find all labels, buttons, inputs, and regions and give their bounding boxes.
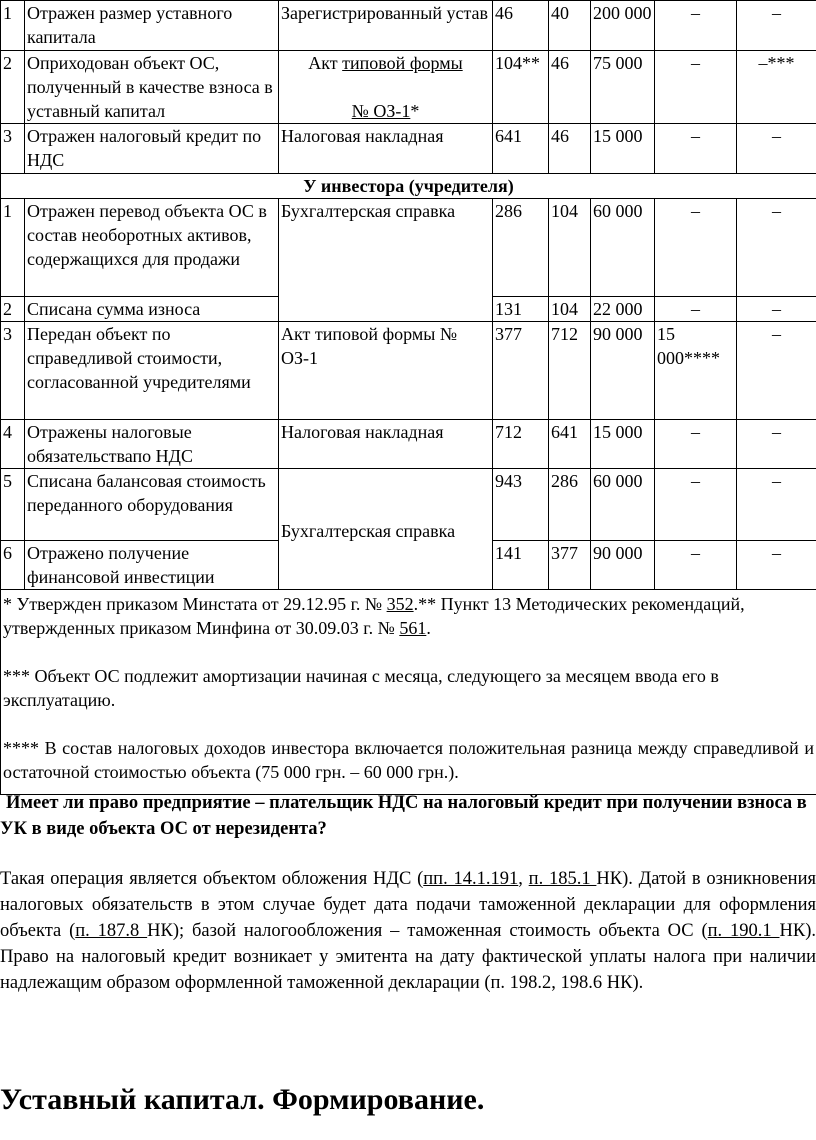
answer-text-2: , <box>518 869 529 889</box>
doc-prefix: Акт <box>308 53 343 73</box>
operation-cell: Оприходован объект ОС, полученный в качестве взноса в уставный капитал <box>25 51 279 124</box>
section-heading: Уставный капитал. Формирование. <box>0 1083 485 1116</box>
amount-cell: 22 000 <box>591 297 655 322</box>
col7-cell: – <box>655 469 737 541</box>
section-investor-title: У инвестора (учредителя) <box>1 174 816 199</box>
debit-cell: 712 <box>493 420 549 469</box>
credit-cell: 40 <box>549 1 591 51</box>
law-link-190-1[interactable]: п. 190.1 <box>707 921 780 941</box>
law-link-185-1[interactable]: п. 185.1 <box>528 869 597 889</box>
debit-cell: 377 <box>493 322 549 420</box>
col7-cell: 15 000**** <box>655 322 737 420</box>
debit-cell: 46 <box>493 1 549 51</box>
operation-cell: Отражено получение финансовой инвестиции <box>25 541 279 590</box>
table-row <box>1 469 816 541</box>
footnotes <box>1 590 816 795</box>
col8-cell: – <box>737 297 816 322</box>
credit-cell: 641 <box>549 420 591 469</box>
table-row <box>1 124 816 174</box>
footnote-1-text: * Утвержден приказом Минстата от 29.12.95 г. № <box>3 594 387 614</box>
col8-cell: – <box>737 541 816 590</box>
amount-cell: 15 000 <box>591 420 655 469</box>
operation-cell: Отражен размер уставного капитала <box>25 1 279 51</box>
footnote-4: **** В состав налоговых доходов инвестора включается положительная разница между справедливой и остаточной стоимостью объекта (75 000 грн. – 60 000 грн.). <box>3 738 814 782</box>
table-row <box>1 1 816 51</box>
row-number: 1 <box>1 199 25 297</box>
amount-cell: 75 000 <box>591 51 655 124</box>
amount-cell: 90 000 <box>591 541 655 590</box>
document-cell: Акт типовой формы № ОЗ-1 <box>279 322 493 420</box>
amount-cell: 90 000 <box>591 322 655 420</box>
row-number: 2 <box>1 297 25 322</box>
col7-cell: – <box>655 199 737 297</box>
credit-cell: 46 <box>549 124 591 174</box>
operation-cell: Отражен перевод объекта ОС в состав необоротных активов, содержащихся для продажи <box>25 199 279 297</box>
col7-cell: – <box>655 1 737 51</box>
credit-cell: 286 <box>549 469 591 541</box>
answer-text-4: НК); базой налогообложения – таможенная стоимость объекта ОС ( <box>147 921 708 941</box>
col8-cell: – <box>737 199 816 297</box>
amount-cell: 60 000 <box>591 199 655 297</box>
debit-cell: 141 <box>493 541 549 590</box>
amount-cell: 200 000 <box>591 1 655 51</box>
operation-cell: Отражены налоговые обязательствапо НДС <box>25 420 279 469</box>
answer-text-3: НК). Датой в озникновения налоговых обязательств в этом случае будет дата подачи таможенной декларации для оформления объекта ( <box>0 869 816 941</box>
col8-cell: – <box>737 420 816 469</box>
col8-cell: – <box>737 1 816 51</box>
col8-cell: – <box>737 124 816 174</box>
row-number: 3 <box>1 124 25 174</box>
document-cell: Зарегистрированный устав <box>279 1 493 51</box>
operation-cell: Передан объект по справедливой стоимости, согласованной учредителями <box>25 322 279 420</box>
credit-cell: 104 <box>549 199 591 297</box>
debit-cell: 131 <box>493 297 549 322</box>
notes-row <box>1 590 816 795</box>
row-number: 3 <box>1 322 25 420</box>
document-cell: Налоговая накладная <box>279 124 493 174</box>
law-link-14-1-191[interactable]: пп. 14.1.191 <box>423 869 519 889</box>
col7-cell: – <box>655 124 737 174</box>
answer-text-5: НК). Право на налоговый кредит возникает у эмитента на дату фактической уплаты налога при наличии надлежащим образом оформленной таможенной декларации (п. 198.2, 198.6 НК). <box>0 921 816 993</box>
debit-cell: 286 <box>493 199 549 297</box>
row-number: 1 <box>1 1 25 51</box>
amount-cell: 15 000 <box>591 124 655 174</box>
question-heading: Имеет ли право предприятие – плательщик НДС на налоговый кредит при получении взноса в УК в виде объекта ОС от нерезидента? <box>0 793 807 839</box>
law-link-187-8[interactable]: п. 187.8 <box>75 921 148 941</box>
footnote-3: *** Объект ОС подлежит амортизации начиная с месяца, следующего за месяцем ввода его в эксплуатацию. <box>3 666 719 710</box>
row-number: 4 <box>1 420 25 469</box>
col8-cell: – <box>737 469 816 541</box>
doc-suffix: * <box>410 101 420 121</box>
col8-cell: – <box>737 322 816 420</box>
order-561-link[interactable]: 561 <box>399 618 427 638</box>
row-number: 2 <box>1 51 25 124</box>
document-cell: Бухгалтерская справка <box>279 469 493 590</box>
operation-cell: Списана балансовая стоимость переданного оборудования <box>25 469 279 541</box>
section-header-row <box>1 174 816 199</box>
debit-cell: 943 <box>493 469 549 541</box>
footnote-2-text: .** Пункт 13 Методических рекомендаций, утвержденных приказом Минфина от 30.09.03 г. № <box>3 594 745 638</box>
col7-cell: – <box>655 420 737 469</box>
answer-text-1: Такая операция является объектом обложения НДС ( <box>0 869 424 889</box>
operation-cell: Отражен налоговый кредит по НДС <box>25 124 279 174</box>
order-352-link[interactable]: 352 <box>386 594 414 614</box>
credit-cell: 46 <box>549 51 591 124</box>
doc-oz1-link[interactable]: № ОЗ-1 <box>351 101 411 121</box>
footnote-end: . <box>426 618 431 638</box>
document-cell <box>279 51 493 124</box>
footnote-1 <box>3 592 814 640</box>
credit-cell: 377 <box>549 541 591 590</box>
table-row <box>1 420 816 469</box>
operation-cell: Списана сумма износа <box>25 297 279 322</box>
document-cell: Налоговая накладная <box>279 420 493 469</box>
table-row <box>1 199 816 297</box>
answer-paragraph <box>0 866 816 996</box>
doc-form-link[interactable]: типовой формы <box>342 53 463 73</box>
table-row <box>1 322 816 420</box>
credit-cell: 104 <box>549 297 591 322</box>
col7-cell: – <box>655 541 737 590</box>
debit-cell: 641 <box>493 124 549 174</box>
amount-cell: 60 000 <box>591 469 655 541</box>
col7-cell: – <box>655 51 737 124</box>
col7-cell: – <box>655 297 737 322</box>
debit-cell: 104** <box>493 51 549 124</box>
col8-cell: –*** <box>737 51 816 124</box>
row-number: 5 <box>1 469 25 541</box>
table-row <box>1 51 816 124</box>
document-cell: Бухгалтерская справка <box>279 199 493 322</box>
credit-cell: 712 <box>549 322 591 420</box>
row-number: 6 <box>1 541 25 590</box>
